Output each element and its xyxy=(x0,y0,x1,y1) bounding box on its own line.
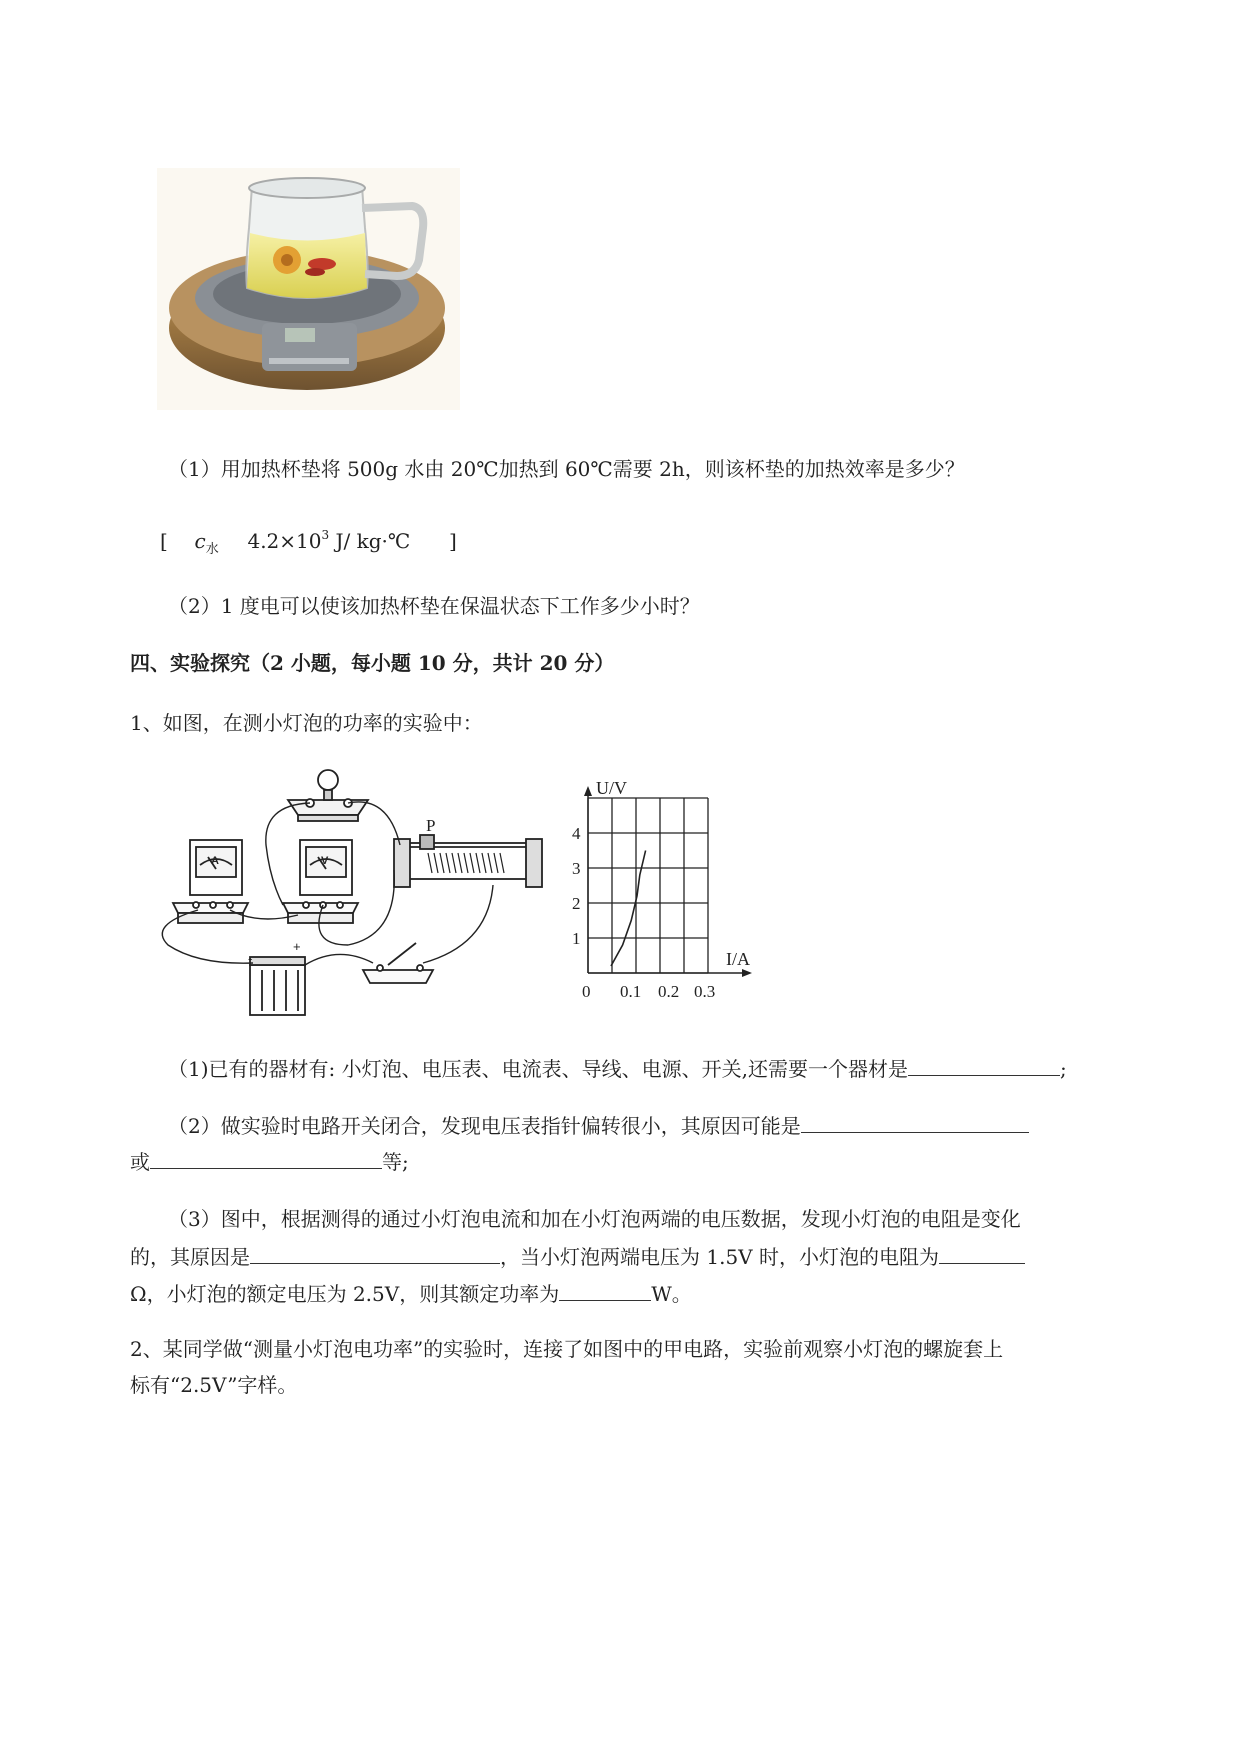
switch-icon xyxy=(363,943,433,983)
bracket-open: [ xyxy=(160,529,168,553)
p1-question-3-end: W。 xyxy=(651,1282,692,1306)
battery-icon xyxy=(250,957,305,1015)
specific-heat-formula xyxy=(160,522,457,563)
p1-question-1-text: （1)已有的器材有: 小灯泡、电压表、电流表、导线、电源、开关,还需要一个器材是 xyxy=(168,1057,908,1081)
answer-blank-equipment[interactable] xyxy=(908,1053,1060,1076)
p1-question-3-reason-label: 的，其原因是 xyxy=(130,1245,250,1269)
p1-question-2 xyxy=(168,1110,1029,1139)
heating-coaster-photo xyxy=(157,168,460,410)
problem-2-line2: 标有“2.5V”字样。 xyxy=(130,1373,298,1397)
ui-graph xyxy=(560,778,770,1015)
x-tick-label: 0.1 xyxy=(620,982,642,1001)
x-tick-label: 0.2 xyxy=(658,982,680,1001)
ui-graph-svg xyxy=(560,778,770,1015)
formula-value: 4.2×10 xyxy=(247,529,322,553)
p1-question-2-or: 或 xyxy=(130,1150,150,1174)
section-title: 四、实验探究（2 小题，每小题 10 分，共计 20 分） xyxy=(130,651,615,675)
formula-c-sub: 水 xyxy=(205,542,219,557)
y-tick-label: 3 xyxy=(572,859,581,878)
circuit-diagram xyxy=(158,765,548,1020)
formula-c: c xyxy=(194,529,206,553)
ammeter-label: A xyxy=(211,855,219,867)
p1-question-2-line2 xyxy=(130,1146,409,1175)
y-tick-label: 1 xyxy=(572,929,581,948)
battery-minus: - xyxy=(248,951,253,966)
p1-question-3-line2 xyxy=(130,1241,1025,1270)
answer-blank-power[interactable] xyxy=(559,1278,651,1301)
p1-question-2-text: （2）做实验时电路开关闭合，发现电压表指针偏转很小，其原因可能是 xyxy=(168,1114,801,1138)
answer-blank-reason-1[interactable] xyxy=(801,1110,1029,1133)
problem-1-intro: 1、如图，在测小灯泡的功率的实验中： xyxy=(130,711,483,735)
formula-exponent: 3 xyxy=(321,528,330,542)
y-axis-arrow xyxy=(584,786,592,796)
problem-2-line1: 2、某同学做“测量小灯泡电功率”的实验时，连接了如图中的甲电路，实验前观察小灯泡的螺旋套上 xyxy=(130,1337,1004,1361)
answer-blank-resistance-reason[interactable] xyxy=(250,1241,500,1264)
question-2: （2）1 度电可以使该加热杯垫在保温状态下工作多少小时？ xyxy=(168,594,700,618)
x-axis-label: I/A xyxy=(726,949,750,969)
formula-unit: J/ kg·℃ xyxy=(335,529,411,553)
p1-question-3-power-label: Ω，小灯泡的额定电压为 2.5V，则其额定功率为 xyxy=(130,1282,560,1306)
voltmeter-label: V xyxy=(321,855,329,867)
y-tick-label: 4 xyxy=(572,824,581,843)
slider-p-label: P xyxy=(426,816,436,835)
answer-blank-reason-2[interactable] xyxy=(150,1146,382,1169)
y-axis-label: U/V xyxy=(596,778,627,798)
p1-question-3-line1: （3）图中，根据测得的通过小灯泡电流和加在小灯泡两端的电压数据，发现小灯泡的电阻是变化 xyxy=(168,1207,1021,1231)
question-1: （1）用加热杯垫将 500g 水由 20℃加热到 60℃需要 2h，则该杯垫的加热效率是多少？ xyxy=(168,457,965,481)
rheostat-icon xyxy=(394,835,542,887)
answer-blank-resistance[interactable] xyxy=(939,1241,1025,1264)
p1-question-1 xyxy=(168,1053,1067,1082)
x-tick-label: 0.3 xyxy=(694,982,716,1001)
ammeter-icon xyxy=(173,840,248,923)
x-tick-label: 0 xyxy=(582,982,591,1001)
p1-question-2-end: 等; xyxy=(382,1150,409,1174)
bracket-close: ] xyxy=(448,529,457,553)
battery-plus: + xyxy=(293,939,301,954)
lamp-icon xyxy=(288,770,368,821)
p1-question-3-mid: ，当小灯泡两端电压为 1.5V 时，小灯泡的电阻为 xyxy=(500,1245,939,1269)
y-tick-label: 2 xyxy=(572,894,581,913)
p1-question-1-end: ; xyxy=(1059,1057,1067,1081)
x-axis-arrow xyxy=(742,969,752,977)
p1-question-3-line3 xyxy=(130,1278,692,1307)
